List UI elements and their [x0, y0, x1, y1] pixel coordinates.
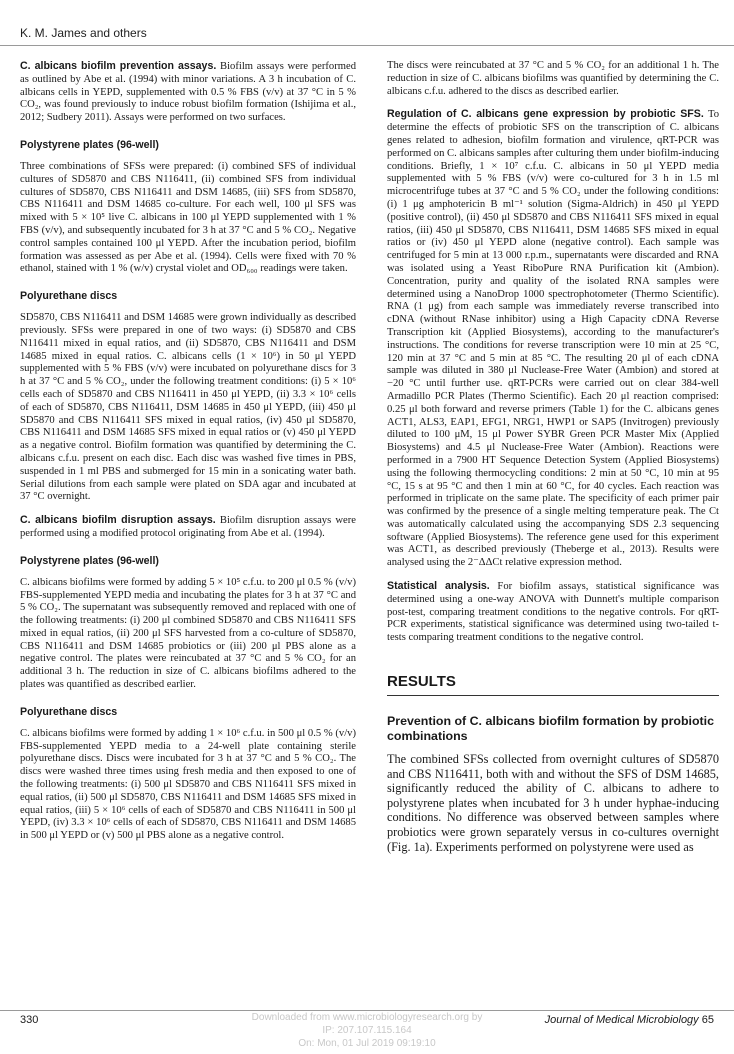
download-watermark-line-2: IP: 207.107.115.164 [322, 1025, 412, 1036]
right-column [387, 60, 719, 864]
prevention-heading: C. albicans biofilm prevention assays. [20, 60, 217, 72]
statistics-text: For biofilm assays, statistical significance was determined using a one-way ANOVA with Dunnett's multiple comparison post-test, comparing treatment conditions to the negative controls. For qRT-PCR experiments, statistical significance was determined using two-tailed t-tests comparing treatment conditions to the negative control. [387, 581, 719, 644]
polystyrene-paragraph-2: C. albicans biofilms were formed by adding 5 × 10⁵ c.f.u. to 200 μl 0.5 % (v/v) FBS-supplemented YEPD media and incubating the plates for 3 h at 37 °C and 5 % CO₂. The supernatant was subsequently removed and replaced with one of the following treatments: (i) 200 μl combined SD5870 and CBS N116411 SFS mixed in equal ratios, (ii) 200 μl SFS harvested from a co-culture of SD5870, CBS N116411 and DSM 14685 probiotics or (iii) 200 μl PBS alone as a negative control. The plates were reincubated at 37 °C and 5 % CO₂ for an additional 3 h. The reduction in size of C. albicans biofilms adhered to the plates was quantified as described earlier. [20, 576, 356, 691]
left-column [20, 60, 356, 853]
polystyrene-heading-1: Polystyrene plates (96-well) [20, 138, 159, 151]
regulation-paragraph [387, 108, 719, 570]
regulation-heading: Regulation of C. albicans gene expression by probiotic SFS. [387, 108, 704, 121]
download-watermark-line-3: On: Mon, 01 Jul 2019 09:19:10 [298, 1038, 436, 1049]
statistics-heading: Statistical analysis. [387, 580, 490, 593]
statistics-paragraph [387, 580, 719, 645]
journal-name: Journal of Medical Microbiology [544, 1014, 699, 1026]
prevention-results-subheading: Prevention of C. albicans biofilm formation by probiotic combinations [387, 714, 715, 744]
page-number: 330 [20, 1014, 39, 1026]
regulation-text: To determine the effects of probiotic SFS on the transcription of C. albicans genes related to adhesion, biofilm formation and virulence, qRT-PCR was performed on C. albicans samples after culturing them under biofilm-inducing conditions. Briefly, 1 × 10⁷ c.f.u. C. albicans in 50 μl YEPD media supplemented with 5 % FBS (v/v) were co-cultured for 3 h in 1.5 ml microcentrifuge tubes at 37 °C and 5 % CO₂ under the following conditions: (i) 1 μg amphotericin B ml⁻¹ solution (Sigma-Aldrich) in 450 μl YEPD (positive control), (ii) 450 μl SD5870 and CBS N116411 SFS mixed in equal ratios, (iii) 450 μl SD5870, CBS N116411, DSM 14685 SFS mixed in equal ratios or (iv) 450 μl YEPD alone (negative control). Each sample was centrifuged for 5 min at 13 000 r.p.m., supernatants were discarded and RNA was isolated using a Yeast RiboPure RNA Purification kit (Ambion). Concentration, purity and quality of the isolated RNA samples were determined using a NanoDrop 1000 spectrophotometer (Thermo Scientific). RNA (1 μg) from each sample was immediately reverse transcribed into cDNA (without RNase inhibitor) using a High Capacity cDNA Reverse Transcription kit (Applied Biosystems), according to the manufacturer's instructions. The conditions for reverse transcription were 10 min at 25 °C, 120 min at 37 °C and 5 min at 85 °C. The resulting 20 μl of each cDNA sample was diluted in 380 μl Nuclease-Free Water (Ambion) and stored at −20 °C until further use. qRT-PCRs were carried out on clear 384-well Armadillo PCR Plates (Thermo Scientific). Each 20 μl reaction comprised: 0.25 μl both forward and reverse primers (Table 1) for the C. albicans genes ACT1, ALS3, EAP1, EFG1, NRG1, HWP1 or SAP5 (Invitrogen) previously diluted to 100 μM, 15 μl Power SYBR Green PCR Master Mix (Applied Biosystems) and 4.5 μl Nuclease-Free Water (Ambion). Reactions were performed in a 7900 HT Sequence Detection System (Applied Biosystems) using the following thermocycling conditions: 2 min at 50 °C, 10 min at 95 °C, 15 s at 95 °C and then 1 min at 60 °C, for 40 cycles. Each reaction was performed in triplicate on the same plate. The specificity of each primer pair was confirmed by the presence of a single melting temperature peak. The Ct was automatically calculated using the accompanying SDS 2.3 sequencing software (Applied Biosystems). The reference gene used for this experiment was ACT1, as described previously (Theberge et al., 2013). Results were analysed using the 2⁻ΔΔCt relative expression method. [387, 109, 719, 569]
disc-continuation-paragraph: The discs were reincubated at 37 °C and 5 % CO₂ for an additional 1 h. The reduction in size of C. albicans biofilms was quantified by determining the C. albicans c.f.u. adhered to the discs as described earlier. [387, 60, 719, 97]
polyurethane-paragraph-2: C. albicans biofilms were formed by adding 1 × 10⁶ c.f.u. in 500 μl 0.5 % (v/v) FBS-supplemented YEPD media to a 24-well plate containing sterile polyurethane discs. Discs were incubated for 3 h at 37 °C and 5 % CO₂. The discs were washed three times using fresh media and then exposed to one of the following treatments: (i) 500 μl SD5870 and CBS N116411 SFS mixed in equal ratios, (ii) 500 μl SD5870, CBS N116411 and DSM 14685 SFS mixed in equal ratios, (iii) 5 × 10⁶ cells of each of SD5870 and CBS N116411 in 500 μl YEPD, (iv) 3.3 × 10⁶ cells of each of SD5870, CBS N116411 and DSM 14685 in 500 μl YEPD or (v) 500 μl PBS alone as a negative control. [20, 727, 356, 842]
polystyrene-heading-2: Polystyrene plates (96-well) [20, 554, 159, 567]
disruption-text: Biofilm disruption assays were performed using a modified protocol originating from Abe et al. (1994). [20, 515, 356, 539]
footer-rule [0, 1010, 734, 1011]
download-watermark-line-1: Downloaded from www.microbiologyresearch.org by [251, 1012, 483, 1023]
disruption-paragraph [20, 514, 356, 541]
journal-volume: 65 [701, 1014, 714, 1026]
polyurethane-heading-2: Polyurethane discs [20, 705, 118, 718]
running-head: K. M. James and others [20, 26, 147, 40]
polyurethane-heading-1: Polyurethane discs [20, 290, 118, 303]
polystyrene-paragraph-1: Three combinations of SFSs were prepared: (i) combined SFS of individual cultures of SD5870 and CBS N116411, (ii) combined SFS from individual cultures of SD5870, CBS N116411 and DSM 14685, (iii) SFS from SD5870, CBS N116411 and DSM 14685 co-culture. For each well, 100 μl SFS was mixed with 5 × 10⁵ live C. albicans in 100 μl YEPD supplemented with 1 % FBS (v/v), and subsequently incubated for 3 h at 37 °C and 5 % CO₂. Negative control samples contained 100 μl YEPD. After the incubation period, biofilm formation was assessed as per Abe et al. (1994). Cells were fixed with 70 % ethanol, stained with 1 % (w/v) crystal violet and OD₆₀₀ readings were taken. [20, 160, 356, 275]
results-paragraph: The combined SFSs collected from overnight cultures of SD5870 and CBS N116411, both with and without the SFS of DSM 14685, significantly reduced the ability of C. albicans to adhere to polystyrene plates when incubated for 3 h under hyphae-inducing conditions. No difference was observed between samples where probiotics were grown separately versus in co-cultures overnight (Fig. 1a). Experiments performed on polystyrene were used as [387, 752, 719, 854]
results-heading: RESULTS [387, 673, 719, 696]
polyurethane-paragraph-1: SD5870, CBS N116411 and DSM 14685 were grown individually as described previously. SFSs were prepared in one of two ways: (i) SD5870 and CBS N116411 mixed in equal ratios, and (ii) SD5870, CBS N116411 and DSM 14685 mixed in equal ratios. C. albicans cells (1 × 10⁶) in 50 μl YEPD supplemented with 5 % FBS (v/v) were incubated on polyurethane discs for 3 h at 37 °C and 5 % CO₂, under the following treatment conditions: (i) 5 × 10⁶ cells each of SD5870 and CBS N116411 in 450 μl YEPD, (ii) 3.3 × 10⁶ cells of each of SD5870, CBS N116411, DSM 14685 in 450 μl YEPD, (iii) 450 μl SD5870 and CBS N116411 SFS mixed in equal ratios, (iv) 450 μl SD5870, CBS N116411 and DSM 14685 SFS mixed in equal ratios or (v) 450 μl YEPD as a negative control. Biofilm formation was quantified by determining the C. albicans c.f.u. present on each disc. Each disc was washed five times in PBS, suspended in 1 ml PBS and submerged for 15 min in a sonicating water bath. Serial dilutions from each sample were plated on SDA agar and incubated at 37 °C overnight. [20, 312, 356, 503]
prevention-text: Biofilm assays were performed as outlined by Abe et al. (1994) with minor variations. A 3 h incubation of C. albicans cells in YEPD, supplemented with 0.5 % FBS (v/v) at 37 °C in 5 % CO₂, was found previously to induce robust biofilm formation (Ishijima et al., 2012; Sudbery 2011). Assays were performed on two surfaces. [20, 61, 356, 124]
header-rule [0, 45, 734, 46]
prevention-paragraph [20, 60, 356, 125]
disruption-heading: C. albicans biofilm disruption assays. [20, 514, 216, 527]
